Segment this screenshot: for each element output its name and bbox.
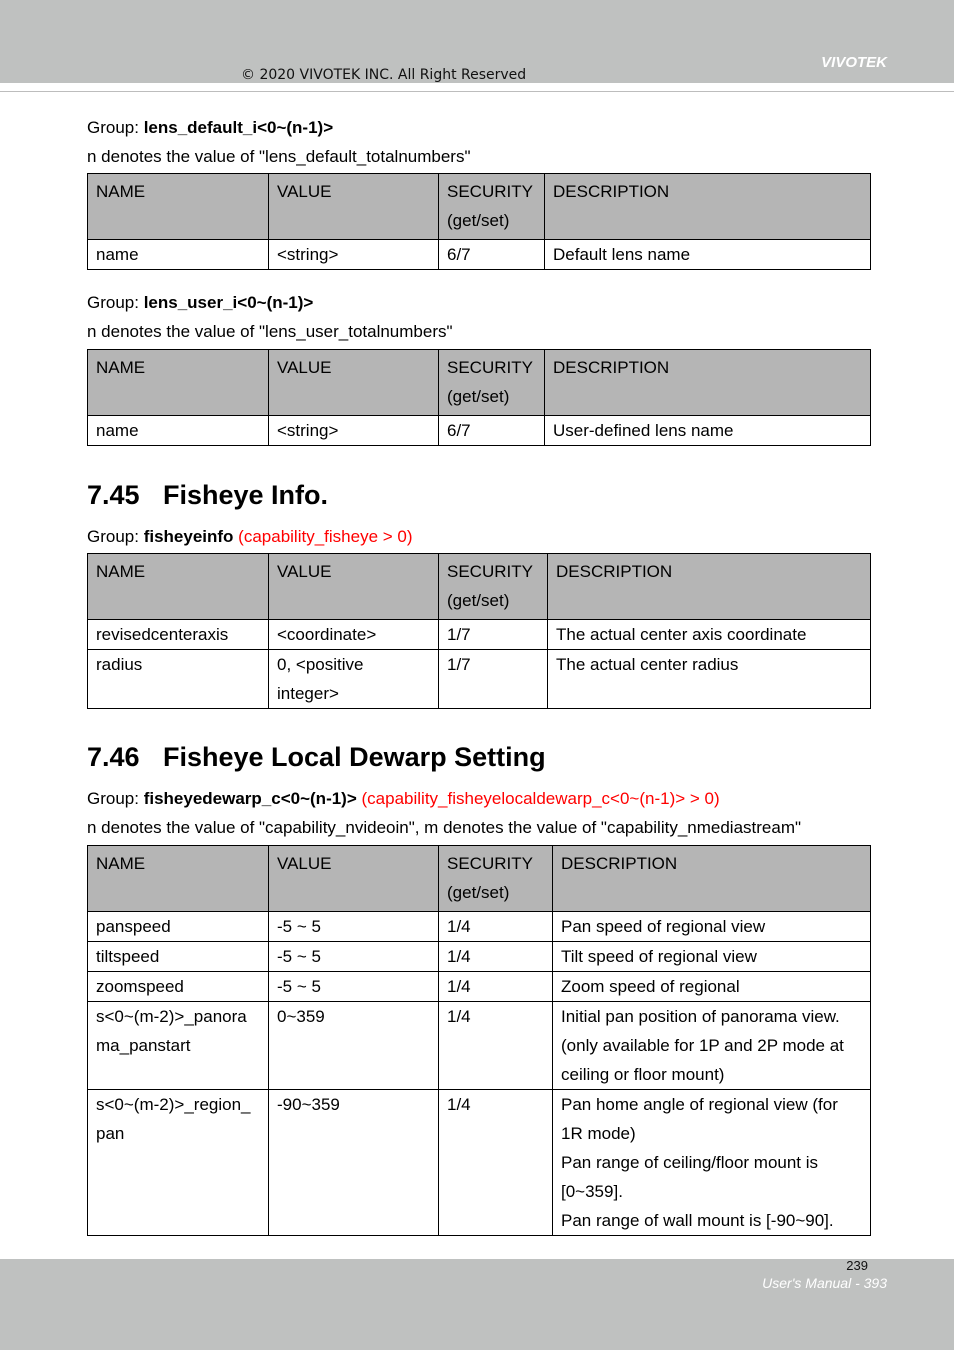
section-heading-fisheye-info — [87, 480, 328, 511]
cell-name: tiltspeed — [88, 942, 269, 972]
group-note: n denotes the value of "lens_user_totalnumbers" — [87, 322, 453, 341]
table-row — [88, 416, 871, 446]
header-divider — [0, 91, 954, 92]
copyright-text: © 2020 VIVOTEK INC. All Right Reserved — [241, 67, 527, 83]
fisheye-dewarp-table — [87, 845, 871, 1236]
group-name: fisheyeinfo — [143, 527, 234, 546]
cell-description: User-defined lens name — [545, 416, 871, 446]
section-heading-fisheye-dewarp — [87, 742, 546, 773]
capability-condition: (capability_fisheye > 0) — [233, 527, 413, 546]
cell-security: 1/4 — [439, 912, 553, 942]
col-header-name: NAME — [88, 846, 269, 912]
col-header-name: NAME — [88, 174, 269, 240]
col-header-security: SECURITY (get/set) — [439, 350, 545, 416]
group-note: n denotes the value of "lens_default_totalnumbers" — [87, 147, 471, 166]
group-name: fisheyedewarp_c<0~(n-1)> — [143, 789, 357, 808]
col-header-security: SECURITY (get/set) — [439, 554, 548, 620]
section-number: 7.45 — [87, 480, 140, 510]
cell-description: Default lens name — [545, 240, 871, 270]
lens-user-table — [87, 349, 871, 446]
cell-description: Tilt speed of regional view — [553, 942, 871, 972]
cell-name: radius — [88, 650, 269, 709]
cell-security: 6/7 — [439, 416, 545, 446]
section-title: Fisheye Local Dewarp Setting — [163, 742, 546, 772]
group-note: n denotes the value of "capability_nvideoin", m denotes the value of "capability_nmediastream" — [87, 818, 802, 837]
table-row — [88, 650, 871, 709]
cell-value: -90~359 — [269, 1090, 439, 1236]
cell-value: <string> — [269, 240, 439, 270]
cell-security: 1/7 — [439, 650, 548, 709]
cell-security: 1/4 — [439, 972, 553, 1002]
col-header-name: NAME — [88, 554, 269, 620]
cell-security: 1/4 — [439, 1090, 553, 1236]
section-number: 7.46 — [87, 742, 140, 772]
cell-security: 1/4 — [439, 1002, 553, 1090]
manual-page-label: User's Manual - 393 — [762, 1275, 887, 1291]
cell-name: revisedcenteraxis — [88, 620, 269, 650]
table-row — [88, 1002, 871, 1090]
cell-security: 6/7 — [439, 240, 545, 270]
group-line-fisheyedewarp — [87, 789, 720, 809]
table-header-row — [88, 554, 871, 620]
col-header-security: SECURITY (get/set) — [439, 174, 545, 240]
col-header-value: VALUE — [269, 174, 439, 240]
group-name: lens_default_i<0~(n-1)> — [143, 118, 334, 137]
col-header-description: DESCRIPTION — [545, 174, 871, 240]
group-prefix: Group: — [87, 293, 144, 312]
section-title: Fisheye Info. — [163, 480, 329, 510]
col-header-description: DESCRIPTION — [553, 846, 871, 912]
lens-default-table — [87, 173, 871, 270]
cell-security: 1/4 — [439, 942, 553, 972]
cell-description: The actual center axis coordinate — [548, 620, 871, 650]
table-header-row — [88, 174, 871, 240]
col-header-value: VALUE — [269, 350, 439, 416]
page-number: 239 — [846, 1258, 868, 1273]
table-header-row — [88, 350, 871, 416]
cell-value: -5 ~ 5 — [269, 912, 439, 942]
cell-description: Zoom speed of regional — [553, 972, 871, 1002]
cell-name: s<0~(m-2)>_panora ma_panstart — [88, 1002, 269, 1090]
cell-name: s<0~(m-2)>_region_ pan — [88, 1090, 269, 1236]
table-row — [88, 240, 871, 270]
cell-description: Pan speed of regional view — [553, 912, 871, 942]
col-header-value: VALUE — [269, 846, 439, 912]
group-prefix: Group: — [87, 118, 144, 137]
group-line-fisheyeinfo — [87, 527, 413, 547]
page-footer-band — [0, 1259, 954, 1350]
group-prefix: Group: — [87, 527, 144, 546]
cell-name: name — [88, 416, 269, 446]
cell-value: 0~359 — [269, 1002, 439, 1090]
cell-name: zoomspeed — [88, 972, 269, 1002]
cell-description: Pan home angle of regional view (for 1R mode) Pan range of ceiling/floor mount is [0~359]. Pan range of wall mount is [-90~90]. — [553, 1090, 871, 1236]
group-line-lens-user — [87, 293, 313, 313]
table-row — [88, 912, 871, 942]
col-header-security: SECURITY (get/set) — [439, 846, 553, 912]
table-row — [88, 972, 871, 1002]
cell-value: <coordinate> — [269, 620, 439, 650]
table-header-row — [88, 846, 871, 912]
table-row — [88, 942, 871, 972]
cell-value: 0, <positive integer> — [269, 650, 439, 709]
group-line-lens-default — [87, 118, 333, 138]
col-header-name: NAME — [88, 350, 269, 416]
cell-value: <string> — [269, 416, 439, 446]
capability-condition: (capability_fisheyelocaldewarp_c<0~(n-1)> > 0) — [356, 789, 720, 808]
fisheye-info-table — [87, 553, 871, 709]
cell-name: name — [88, 240, 269, 270]
col-header-description: DESCRIPTION — [548, 554, 871, 620]
col-header-value: VALUE — [269, 554, 439, 620]
cell-security: 1/7 — [439, 620, 548, 650]
col-header-description: DESCRIPTION — [545, 350, 871, 416]
cell-description: Initial pan position of panorama view. (only available for 1P and 2P mode at ceiling or floor mount) — [553, 1002, 871, 1090]
group-name: lens_user_i<0~(n-1)> — [143, 293, 314, 312]
table-row — [88, 620, 871, 650]
brand-logo: VIVOTEK — [821, 54, 887, 71]
group-prefix: Group: — [87, 789, 144, 808]
cell-name: panspeed — [88, 912, 269, 942]
cell-description: The actual center radius — [548, 650, 871, 709]
cell-value: -5 ~ 5 — [269, 972, 439, 1002]
table-row — [88, 1090, 871, 1236]
cell-value: -5 ~ 5 — [269, 942, 439, 972]
